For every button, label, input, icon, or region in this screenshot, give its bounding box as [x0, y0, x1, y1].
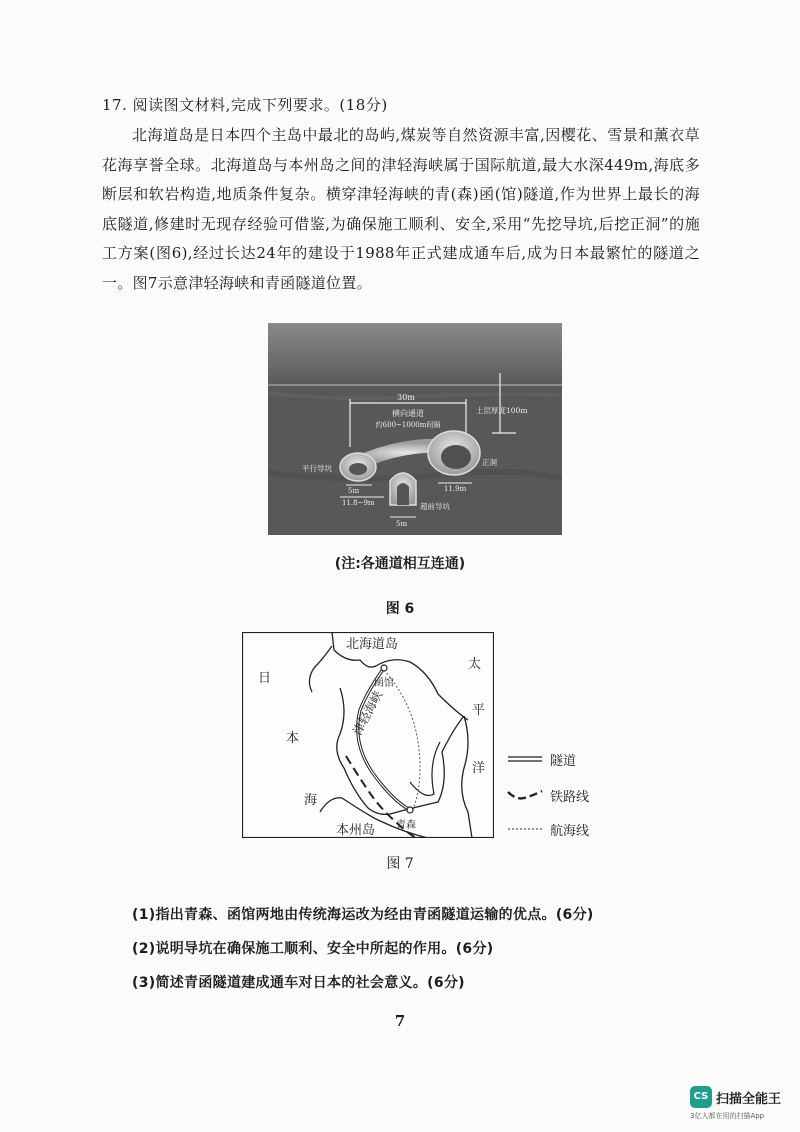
railway-line-icon: [506, 788, 544, 802]
legend-shipping: 航海线: [506, 820, 626, 840]
label-main: 正洞: [482, 458, 497, 467]
figure-7-map: [242, 632, 494, 838]
map-label-strait: 津轻海峡: [350, 688, 386, 738]
map-label-aomori: 青森: [396, 820, 416, 831]
label-w3: 11.9m: [444, 485, 467, 493]
scanner-app-name: 扫描全能王: [716, 1092, 782, 1107]
map-label-hakodate: 函馆: [374, 678, 394, 689]
map-label-pacific-3: 洋: [472, 761, 486, 776]
question-paragraph: 北海道岛是日本四个主岛中最北的岛屿,煤炭等自然资源丰富,因樱花、雪景和薰衣草花海享誉全球。北海道岛与本州岛之间的津轻海峡属于国际航道,最大水深449m,海底多断层和软岩构造,地质条件复杂。横穿津轻海峡的青(森)函(馆)隧道,作为世界上最长的海底隧道,修建时无现存经验可借鉴,为确保施工顺利、安全,采用“先挖导坑,后挖正洞”的施工方案(图6),经过长达24年的建设于1988年正式建成通车后,成为日本最繁忙的隧道之一。图7示意津轻海峡和青函隧道位置。: [102, 126, 700, 292]
label-w1: 5m: [348, 487, 360, 495]
label-w2: 11.8~9m: [342, 499, 375, 507]
map-label-japan-sea-1: 日: [258, 671, 272, 686]
scanner-watermark: [690, 1086, 790, 1122]
label-cover: 土层厚度100m: [476, 406, 528, 415]
map-label-pacific-1: 太: [468, 657, 482, 672]
map-legend: [506, 750, 626, 840]
map-label-hokkaido: 北海道岛: [346, 637, 399, 652]
map-label-honshu: 本州岛: [336, 823, 376, 838]
figure-6-note: (注:各通道相互连通): [334, 556, 466, 572]
scanner-tagline: 3亿人都在用的扫描App: [690, 1112, 765, 1120]
label-advance: 超前导坑: [420, 502, 450, 511]
legend-tunnel: 隧道: [506, 750, 626, 770]
map-label-pacific-2: 平: [472, 703, 486, 718]
label-connector: 横向通道: [392, 409, 424, 418]
label-spacing: 30m: [397, 393, 415, 402]
shipping-line-icon: [506, 822, 544, 836]
subquestion-2: (2)说明导坑在确保施工顺利、安全中所起的作用。(6分): [132, 941, 494, 957]
map-label-japan-sea-2: 本: [286, 731, 300, 746]
scanner-logo-icon: CS: [690, 1086, 712, 1108]
label-connector-interval: 约600~1000m间隔: [375, 421, 441, 429]
label-w4: 5m: [396, 520, 408, 528]
legend-railway: 铁路线: [506, 786, 626, 806]
page-number: 7: [394, 1012, 406, 1030]
map-label-japan-sea-3: 海: [304, 793, 318, 808]
subquestion-3: (3)简述青函隧道建成通车对日本的社会意义。(6分): [132, 975, 465, 991]
question-title: 17. 阅读图文材料,完成下列要求。(18分): [102, 96, 388, 114]
figure-6-caption: 图 6: [385, 601, 415, 617]
tunnel-line-icon: [506, 752, 544, 766]
figure-6-tunnel-diagram: [268, 323, 562, 535]
label-parallel: 平行导坑: [302, 464, 332, 473]
subquestion-1: (1)指出青森、函馆两地由传统海运改为经由青函隧道运输的优点。(6分): [132, 907, 594, 923]
figure-7-caption: 图 7: [386, 856, 414, 872]
